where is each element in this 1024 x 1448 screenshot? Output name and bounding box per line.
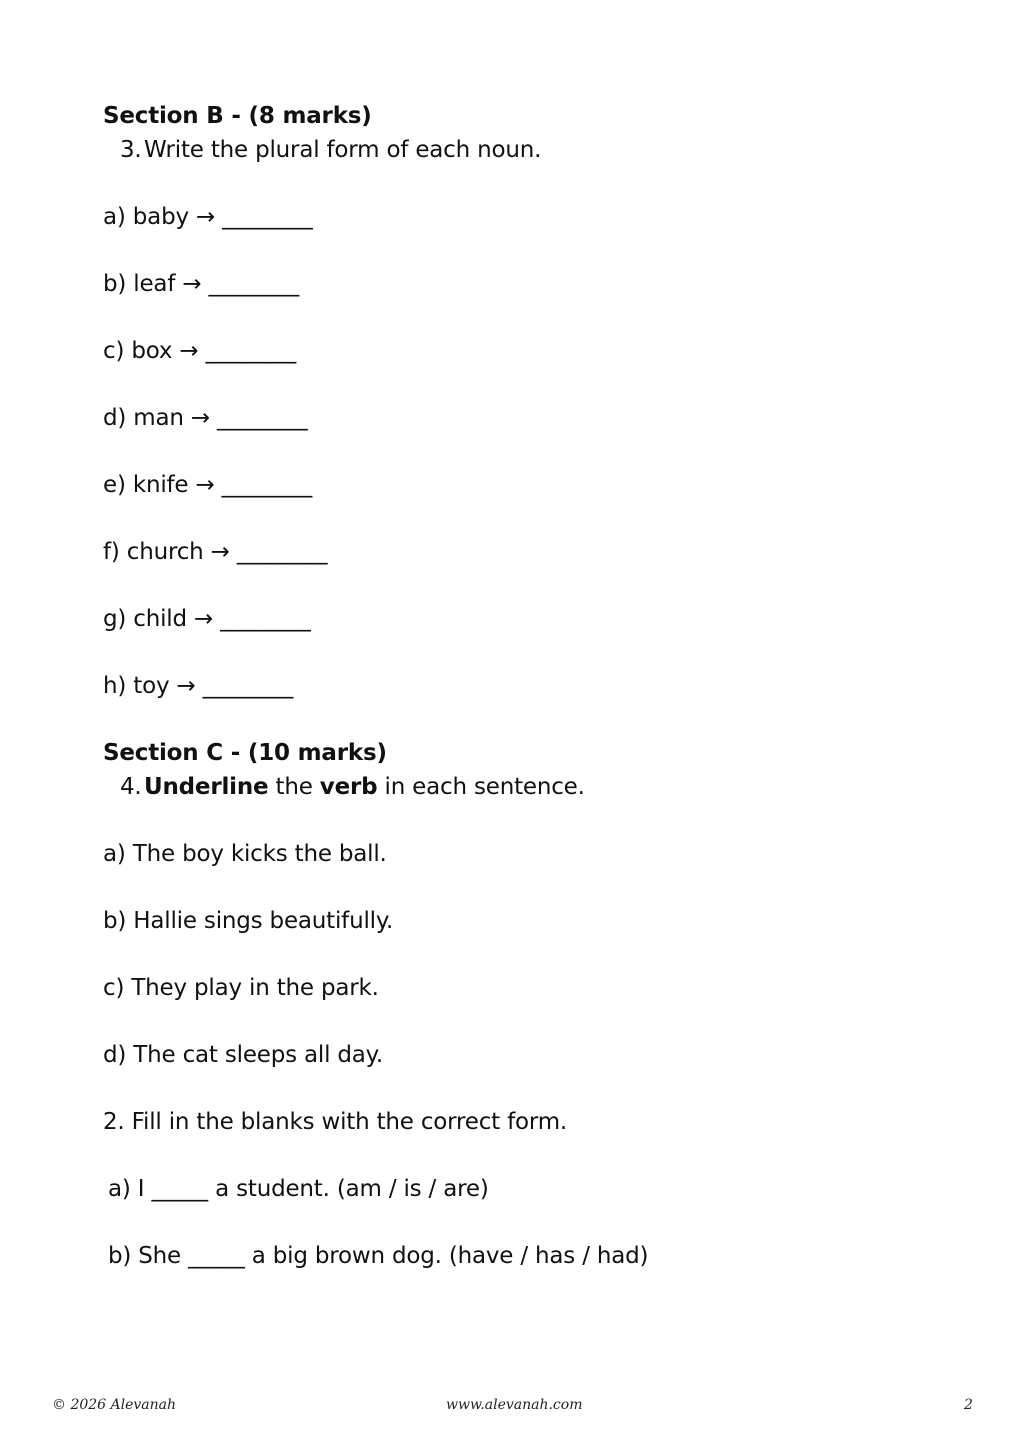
section-b-heading: Section B - (8 marks) (103, 103, 372, 129)
question-number: 3. (120, 137, 142, 163)
plural-item: c) box → ________ (103, 338, 296, 364)
plural-item: d) man → ________ (103, 405, 308, 431)
plural-item: g) child → ________ (103, 606, 311, 632)
verb-sentence: c) They play in the park. (103, 975, 379, 1001)
question-text: Write the plural form of each noun. (144, 137, 542, 163)
question-number: 4. (120, 774, 142, 800)
fill-item: b) She _____ a big brown dog. (have / has / had) (108, 1243, 649, 1269)
plural-item: e) knife → ________ (103, 472, 313, 498)
fill-item: a) I _____ a student. (am / is / are) (108, 1176, 489, 1202)
section-c-heading: Section C - (10 marks) (103, 740, 387, 766)
footer-website: www.alevanah.com (446, 1397, 583, 1413)
question-bold-verb: verb (319, 774, 378, 800)
plural-item: h) toy → ________ (103, 673, 294, 699)
plural-item: b) leaf → ________ (103, 271, 299, 297)
question-text-part: in each sentence. (377, 774, 585, 800)
verb-sentence: d) The cat sleeps all day. (103, 1042, 383, 1068)
question-text-part: the (268, 774, 320, 800)
section-b-question (120, 135, 541, 165)
plural-item: f) church → ________ (103, 539, 328, 565)
plural-item: a) baby → ________ (103, 204, 313, 230)
section-c-question (120, 772, 585, 802)
verb-sentence: b) Hallie sings beautifully. (103, 908, 394, 934)
footer-page-number: 2 (964, 1397, 973, 1413)
verb-sentence: a) The boy kicks the ball. (103, 841, 387, 867)
question-bold-underline: Underline (144, 774, 269, 800)
footer-copyright: © 2026 Alevanah (52, 1397, 177, 1413)
fill-question: 2. Fill in the blanks with the correct form. (103, 1109, 568, 1135)
